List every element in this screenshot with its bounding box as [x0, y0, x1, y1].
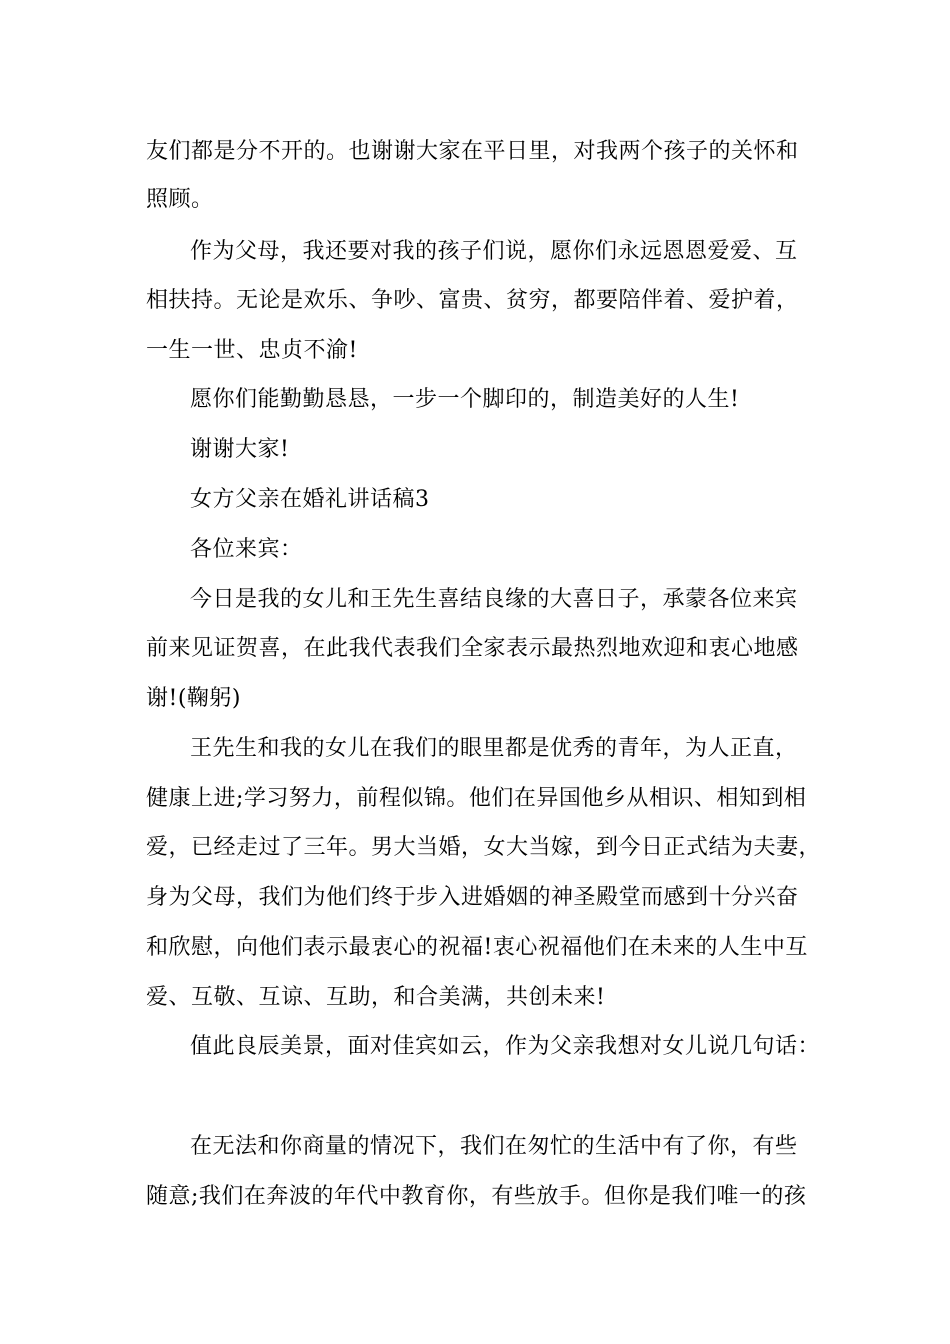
- section-heading: 女方父亲在婚礼讲话稿3: [190, 487, 430, 512]
- text-line: 爱、互敬、互谅、互助，和合美满，共创未来!: [146, 985, 606, 1010]
- text-line: 王先生和我的女儿在我们的眼里都是优秀的青年，为人正直，: [190, 736, 798, 761]
- text-line: 照顾。: [146, 187, 214, 212]
- text-line: 谢!(鞠躬): [146, 686, 242, 711]
- text-line: 健康上进;学习努力，前程似锦。他们在异国他乡从相识、相知到相: [146, 786, 807, 811]
- text-line: 和欣慰，向他们表示最衷心的祝福!衷心祝福他们在未来的人生中互: [146, 935, 808, 960]
- text-line: 友们都是分不开的。也谢谢大家在平日里，对我两个孩子的关怀和: [146, 139, 799, 164]
- text-line: 前来见证贺喜，在此我代表我们全家表示最热烈地欢迎和衷心地感: [146, 636, 799, 661]
- text-line: 随意;我们在奔波的年代中教育你，有些放手。但你是我们唯一的孩: [146, 1184, 807, 1209]
- text-line: 身为父母，我们为他们终于步入进婚姻的神圣殿堂而感到十分兴奋: [146, 885, 799, 910]
- text-line: 一生一世、忠贞不渝!: [146, 338, 358, 363]
- text-line: 爱，已经走过了三年。男大当婚，女大当嫁，到今日正式结为夫妻，: [146, 835, 822, 860]
- text-line: 愿你们能勤勤恳恳，一步一个脚印的，制造美好的人生!: [190, 387, 740, 412]
- text-line: 值此良辰美景，面对佳宾如云，作为父亲我想对女儿说几句话：: [190, 1034, 821, 1059]
- text-line: 作为父母，我还要对我的孩子们说，愿你们永远恩恩爱爱、互: [190, 239, 798, 264]
- text-line: 今日是我的女儿和王先生喜结良缘的大喜日子，承蒙各位来宾: [190, 587, 798, 612]
- text-line: 相扶持。无论是欢乐、争吵、富贵、贫穷，都要陪伴着、爱护着，: [146, 288, 799, 313]
- text-line: 各位来宾：: [190, 537, 303, 562]
- text-line: 在无法和你商量的情况下，我们在匆忙的生活中有了你，有些: [190, 1134, 798, 1159]
- text-line: 谢谢大家!: [190, 437, 290, 462]
